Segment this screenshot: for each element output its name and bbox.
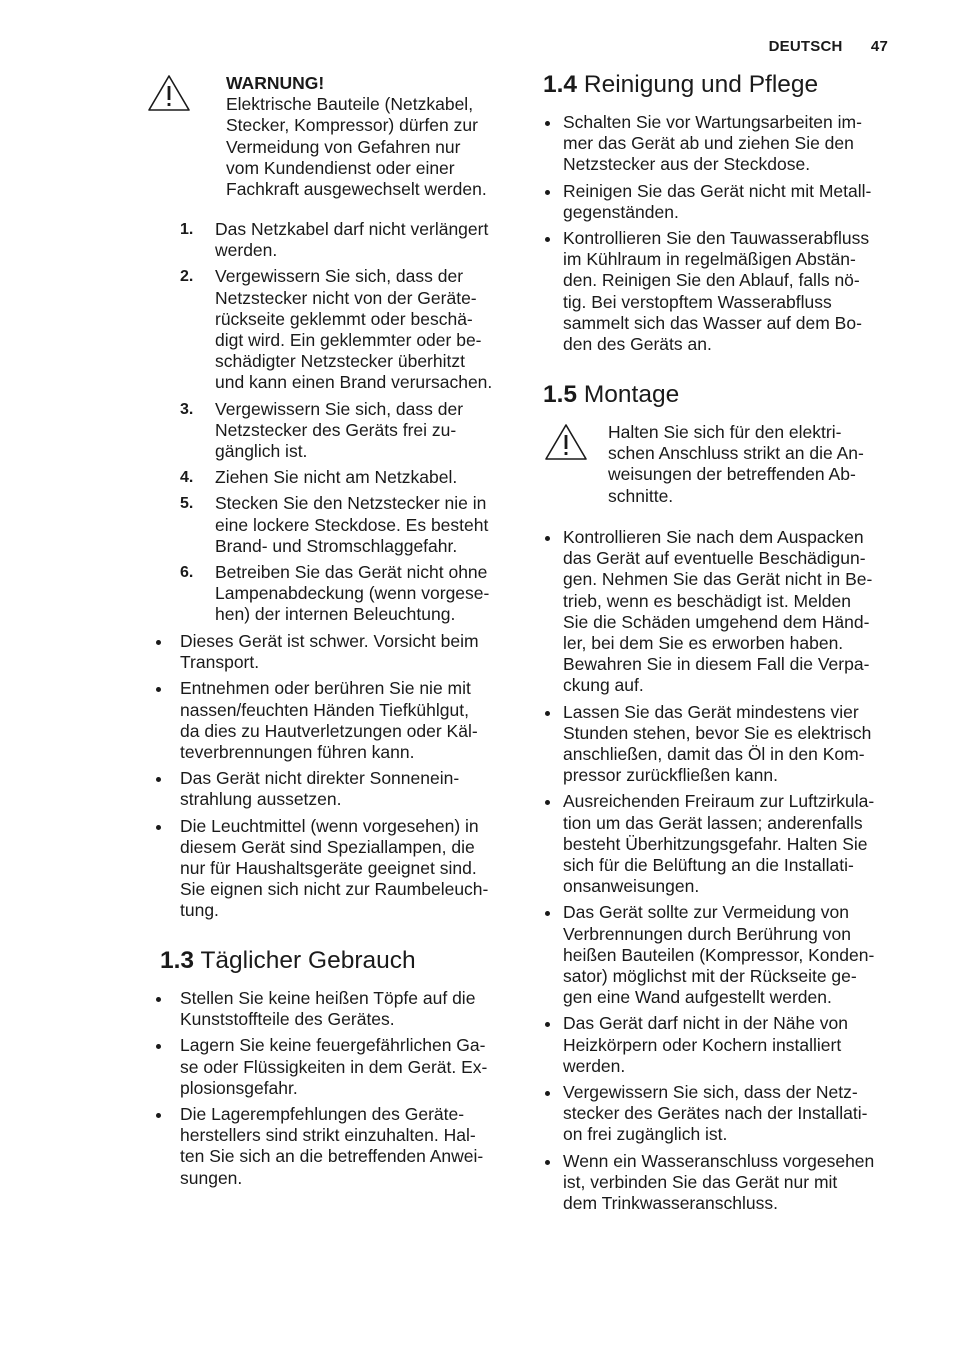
line: Das Gerät darf nicht in der Nähe von xyxy=(563,1013,849,1034)
line: tig. Bei verstopftem Wasserabfluss xyxy=(563,291,832,312)
warning-title: WARNUNG! xyxy=(226,73,325,93)
section-number: 1.4 xyxy=(543,71,578,98)
warning-line: vom Kundendienst oder einer xyxy=(226,157,455,178)
warning-line: Vermeidung von Gefahren nur xyxy=(226,136,461,157)
line: pressor zurückfließen kann. xyxy=(563,765,778,786)
line: sator) möglichst mit der Rückseite ge- xyxy=(563,966,857,987)
line: Lagern Sie keine feuergefährlichen Ga- xyxy=(180,1035,486,1056)
line: gänglich ist. xyxy=(215,441,308,462)
warning-line: Halten Sie sich für den elektri- xyxy=(608,422,842,442)
line: Die Leuchtmittel (wenn vorgesehen) in xyxy=(180,815,479,836)
line: Die Lagerempfehlungen des Geräte- xyxy=(180,1104,465,1125)
item-number: 1. xyxy=(180,221,194,238)
line: Verbrennungen durch Berührung von xyxy=(563,923,851,944)
line: ten Sie sich an die betreffenden Anwei- xyxy=(180,1146,484,1167)
warning-line: schen Anschluss strikt an die An- xyxy=(608,443,864,464)
bullet-list xyxy=(146,988,526,1194)
page-number: 47 xyxy=(870,38,888,55)
line: nassen/feuchten Händen Tiefkühlgut, xyxy=(180,699,469,720)
line: im Kühlraum in regelmäßigen Abstän- xyxy=(563,249,856,270)
warning-text xyxy=(226,73,526,200)
warning-line: Fachkraft ausgewechselt werden. xyxy=(226,179,487,200)
line: Stellen Sie keine heißen Töpfe auf die xyxy=(180,988,476,1008)
bullet-list xyxy=(543,527,903,1219)
line: strahlung aussetzen. xyxy=(180,789,342,810)
bullet-list xyxy=(146,631,526,927)
section-title: Reinigung und Pflege xyxy=(583,71,819,98)
warning-box xyxy=(146,73,526,200)
line: eine lockere Steckdose. Es besteht xyxy=(215,514,489,535)
line: tion um das Gerät lassen; anderenfalls xyxy=(563,812,863,833)
line: ist, verbinden Sie das Gerät nur mit xyxy=(563,1171,838,1192)
line: nur für Haushaltsgeräte geeignet sind. xyxy=(180,858,477,879)
line: herstellers sind strikt einzuhalten. Hal- xyxy=(180,1125,476,1146)
line: Bewahren Sie in diesem Fall die Verpa- xyxy=(563,654,870,675)
line: gen eine Wand aufgestellt werden. xyxy=(563,987,832,1008)
list-item xyxy=(543,228,903,355)
warning-triangle-icon xyxy=(543,422,589,462)
warning-line: Elektrische Bauteile (Netzkabel, xyxy=(226,94,474,115)
line: trieb, wenn es beschädigt ist. Melden xyxy=(563,590,851,611)
section-heading-1-5 xyxy=(543,381,679,409)
language-label: DEUTSCH xyxy=(768,38,843,55)
line: Schalten Sie vor Wartungsarbeiten im- xyxy=(563,112,862,132)
line: heißen Bauteilen (Kompressor, Konden- xyxy=(563,944,875,965)
line: digt wird. Ein geklemmter oder be- xyxy=(215,330,482,351)
line: Heizkörpern oder Kochern installiert xyxy=(563,1034,842,1055)
list-item xyxy=(543,791,903,897)
line: sich für die Belüftung an die Installati- xyxy=(563,855,854,876)
line: se oder Flüssigkeiten in dem Gerät. Ex- xyxy=(180,1056,488,1077)
section-title: Montage xyxy=(583,381,680,408)
line: Netzstecker aus der Steckdose. xyxy=(563,154,811,175)
line: Stunden stehen, bevor Sie es elektrisch xyxy=(563,722,872,743)
line: tung. xyxy=(180,900,219,921)
item-number: 4. xyxy=(180,469,194,487)
line: plosionsgefahr. xyxy=(180,1077,298,1098)
line: Das Gerät nicht direkter Sonnenein- xyxy=(180,768,460,789)
item-number: 2. xyxy=(180,268,194,286)
line: Netzstecker nicht von der Geräte- xyxy=(215,287,477,308)
line: dem Trinkwasseranschluss. xyxy=(563,1193,778,1214)
list-item xyxy=(543,527,903,697)
list-item xyxy=(146,1035,526,1099)
line: das Gerät auf eventuelle Beschädigun- xyxy=(563,548,866,569)
line: sammelt sich das Wasser auf dem Bo- xyxy=(563,312,862,333)
line: stecker des Gerätes nach der Installati- xyxy=(563,1103,868,1124)
line: Lampenabdeckung (wenn vorgese- xyxy=(215,583,490,604)
list-item xyxy=(146,562,526,626)
line: anschließen, damit das Öl in den Kom- xyxy=(563,744,865,765)
line: Ausreichenden Freiraum zur Luftzirkula- xyxy=(563,791,875,812)
warning-line: Stecker, Kompressor) dürfen zur xyxy=(226,115,478,136)
numbered-list xyxy=(146,219,526,631)
line: gegenständen. xyxy=(563,201,679,222)
list-item xyxy=(146,493,526,557)
item-number: 5. xyxy=(180,495,194,513)
line: Kontrollieren Sie den Tauwasserabfluss xyxy=(563,228,870,249)
line: werden. xyxy=(215,240,278,261)
item-number: 3. xyxy=(180,400,194,418)
line: und kann einen Brand verursachen. xyxy=(215,372,493,393)
line: Kontrollieren Sie nach dem Auspacken xyxy=(563,527,864,547)
list-item xyxy=(543,112,903,176)
warning-text xyxy=(608,422,903,507)
section-title: Täglicher Gebrauch xyxy=(200,947,416,974)
line: Lassen Sie das Gerät mindestens vier xyxy=(563,701,859,722)
line: Vergewissern Sie sich, dass der xyxy=(215,398,464,419)
list-item xyxy=(543,1151,903,1215)
warning-triangle-icon xyxy=(146,73,192,113)
line: Wenn ein Wasseranschluss vorgesehen xyxy=(563,1150,875,1171)
line: Das Gerät sollte zur Vermeidung von xyxy=(563,902,849,923)
section-heading-1-4 xyxy=(543,71,818,99)
line: Sie die Schäden umgehend dem Händ- xyxy=(563,611,870,632)
line: Sie eignen sich nicht zur Raumbeleuch- xyxy=(180,879,489,900)
list-item xyxy=(146,399,526,463)
section-number: 1.5 xyxy=(543,381,578,408)
list-item xyxy=(543,1082,903,1146)
section-heading-1-3 xyxy=(160,947,416,975)
line: Netzstecker des Geräts frei zu- xyxy=(215,419,457,440)
section-number: 1.3 xyxy=(160,947,195,974)
line: sungen. xyxy=(180,1167,243,1188)
line: mer das Gerät ab und ziehen Sie den xyxy=(563,133,854,154)
line: hen) der internen Beleuchtung. xyxy=(215,604,456,625)
line: Reinigen Sie das Gerät nicht mit Metall- xyxy=(563,180,872,201)
warning-box xyxy=(543,422,903,507)
line: ckung auf. xyxy=(563,675,644,696)
list-item xyxy=(146,678,526,763)
list-item xyxy=(543,1013,903,1077)
line: on frei zugänglich ist. xyxy=(563,1124,728,1145)
item-number: 6. xyxy=(180,564,194,582)
list-item xyxy=(543,181,903,223)
line: Betreiben Sie das Gerät nicht ohne xyxy=(215,562,488,583)
list-item xyxy=(543,902,903,1008)
line: Ziehen Sie nicht am Netzkabel. xyxy=(215,467,458,488)
line: diesem Gerät sind Speziallampen, die xyxy=(180,836,475,857)
line: Dieses Gerät ist schwer. Vorsicht beim xyxy=(180,631,479,651)
list-item xyxy=(146,631,526,673)
line: besteht Überhitzungsgefahr. Halten Sie xyxy=(563,833,868,854)
line: rückseite geklemmt oder beschä- xyxy=(215,308,473,329)
list-item xyxy=(146,768,526,810)
line: da dies zu Hautverletzungen oder Käl- xyxy=(180,720,478,741)
bullet-list xyxy=(543,112,903,360)
list-item xyxy=(146,467,526,488)
list-item xyxy=(146,1104,526,1189)
line: den. Reinigen Sie den Ablauf, falls nö- xyxy=(563,270,860,291)
list-item xyxy=(146,988,526,1030)
line: onsanweisungen. xyxy=(563,876,700,897)
line: den des Geräts an. xyxy=(563,334,712,355)
list-item xyxy=(543,702,903,787)
line: Kunststoffteile des Gerätes. xyxy=(180,1009,395,1030)
line: gen. Nehmen Sie das Gerät nicht in Be- xyxy=(563,569,873,590)
list-item xyxy=(146,266,526,393)
line: teverbrennungen führen kann. xyxy=(180,742,415,763)
line: Entnehmen oder berühren Sie nie mit xyxy=(180,678,471,699)
list-item xyxy=(146,219,526,261)
line: ler, bei dem Sie es erworben haben. xyxy=(563,633,844,654)
line: Transport. xyxy=(180,652,260,673)
warning-line: weisungen der betreffenden Ab- xyxy=(608,464,856,485)
line: schädigter Netzstecker überhitzt xyxy=(215,351,465,372)
line: werden. xyxy=(563,1055,626,1076)
warning-line: schnitte. xyxy=(608,485,674,506)
page-header xyxy=(769,38,888,55)
line: Brand- und Stromschlaggefahr. xyxy=(215,535,458,556)
list-item xyxy=(146,816,526,922)
line: Stecken Sie den Netzstecker nie in xyxy=(215,493,487,514)
line: Vergewissern Sie sich, dass der Netz- xyxy=(563,1082,858,1103)
line: Das Netzkabel darf nicht verlängert xyxy=(215,219,489,239)
line: Vergewissern Sie sich, dass der xyxy=(215,266,464,287)
